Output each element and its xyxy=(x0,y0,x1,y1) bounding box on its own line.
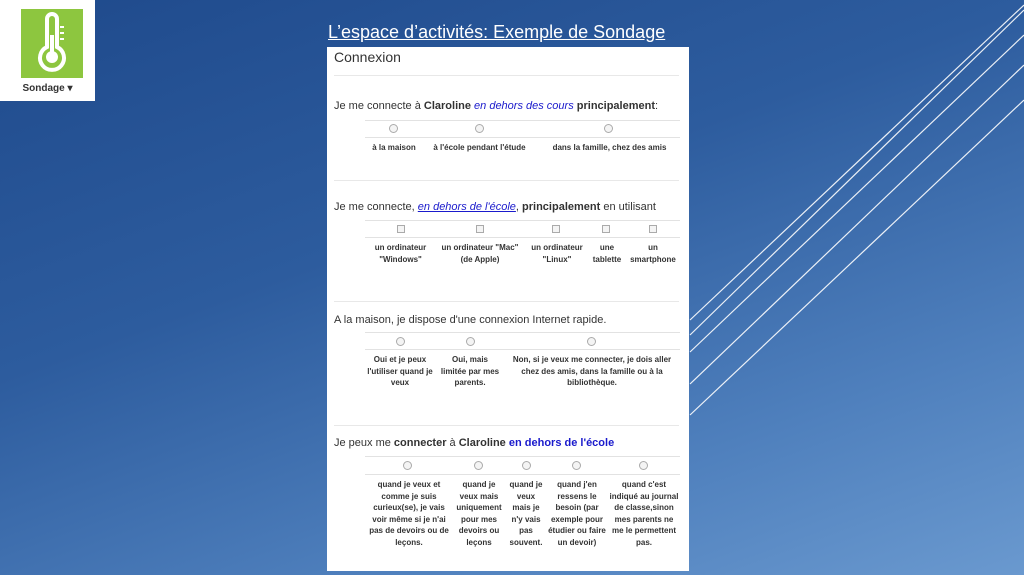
divider xyxy=(365,237,680,238)
radio-q4-opt5[interactable] xyxy=(639,461,648,470)
question-2: Je me connecte, en dehors de l'école, principalement en utilisant xyxy=(334,201,656,213)
q2-option-label: un ordinateur "Windows" xyxy=(374,243,427,264)
q4-option-label: quand je veux et comme je suis curieux(se), je vais voir même si je n'ai pas de devoirs ou de leçons. xyxy=(369,480,449,547)
divider xyxy=(334,301,679,302)
q2-option-label: un smartphone xyxy=(630,243,676,264)
checkbox-q2-opt3[interactable] xyxy=(552,225,560,233)
slide-title: L’espace d’activités: Exemple de Sondage xyxy=(328,22,666,42)
question-3: A la maison, je dispose d'une connexion Internet rapide. xyxy=(334,314,607,326)
q4-option-label: quand je veux mais je n'y vais pas souvent. xyxy=(509,480,543,547)
divider xyxy=(365,120,680,121)
q4-option-label: quand c'est indiqué au journal de classe,sinon mes parents ne me le permettent pas. xyxy=(609,480,679,547)
checkbox-q2-opt5[interactable] xyxy=(649,225,657,233)
divider xyxy=(365,220,680,221)
sondage-dropdown-label[interactable]: Sondage ▾ xyxy=(22,83,73,94)
q2-option-label: un ordinateur "Mac" (de Apple) xyxy=(441,243,519,264)
q3-option-label: Oui et je peux l'utiliser quand je veux xyxy=(367,355,433,388)
question-1: Je me connecte à Claroline en dehors des cours principalement: xyxy=(334,100,659,112)
checkbox-q2-opt1[interactable] xyxy=(397,225,405,233)
radio-q3-opt1[interactable] xyxy=(396,337,405,346)
q1-option-label: à l'école pendant l'étude xyxy=(433,143,526,152)
radio-q4-opt4[interactable] xyxy=(572,461,581,470)
q3-option-label: Non, si je veux me connecter, je dois aller chez des amis, dans la famille ou à la bibliothèque. xyxy=(512,355,672,388)
radio-q3-opt2[interactable] xyxy=(466,337,475,346)
thermometer-icon xyxy=(21,9,83,78)
q3-option-label: Oui, mais limitée par mes parents. xyxy=(440,355,500,388)
q2-option-label: une tablette xyxy=(592,243,622,264)
checkbox-q2-opt2[interactable] xyxy=(476,225,484,233)
divider xyxy=(365,137,680,138)
q1-option-label: dans la famille, chez des amis xyxy=(552,143,667,152)
q1-option-label: à la maison xyxy=(372,143,416,152)
q4-option-label: quand j'en ressens le besoin (par exemple pour étudier ou faire un devoir) xyxy=(548,480,606,547)
checkbox-q2-opt4[interactable] xyxy=(602,225,610,233)
radio-q3-opt3[interactable] xyxy=(587,337,596,346)
divider xyxy=(365,349,680,350)
radio-q4-opt2[interactable] xyxy=(474,461,483,470)
radio-q4-opt3[interactable] xyxy=(522,461,531,470)
q2-option-label: un ordinateur "Linux" xyxy=(531,243,583,264)
divider xyxy=(365,456,680,457)
radio-q1-opt1[interactable] xyxy=(389,124,398,133)
survey-panel xyxy=(327,47,689,571)
divider xyxy=(365,332,680,333)
radio-q4-opt1[interactable] xyxy=(403,461,412,470)
q4-option-label: quand je veux mais uniquement pour mes devoirs ou leçons xyxy=(456,480,502,547)
divider xyxy=(365,474,680,475)
divider xyxy=(334,75,679,76)
divider xyxy=(334,180,679,181)
radio-q1-opt3[interactable] xyxy=(604,124,613,133)
radio-q1-opt2[interactable] xyxy=(475,124,484,133)
divider xyxy=(334,425,679,426)
section-title: Connexion xyxy=(334,49,401,65)
question-4: Je peux me connecter à Claroline en dehors de l'école xyxy=(334,437,615,449)
sondage-tool-card[interactable] xyxy=(0,0,95,101)
